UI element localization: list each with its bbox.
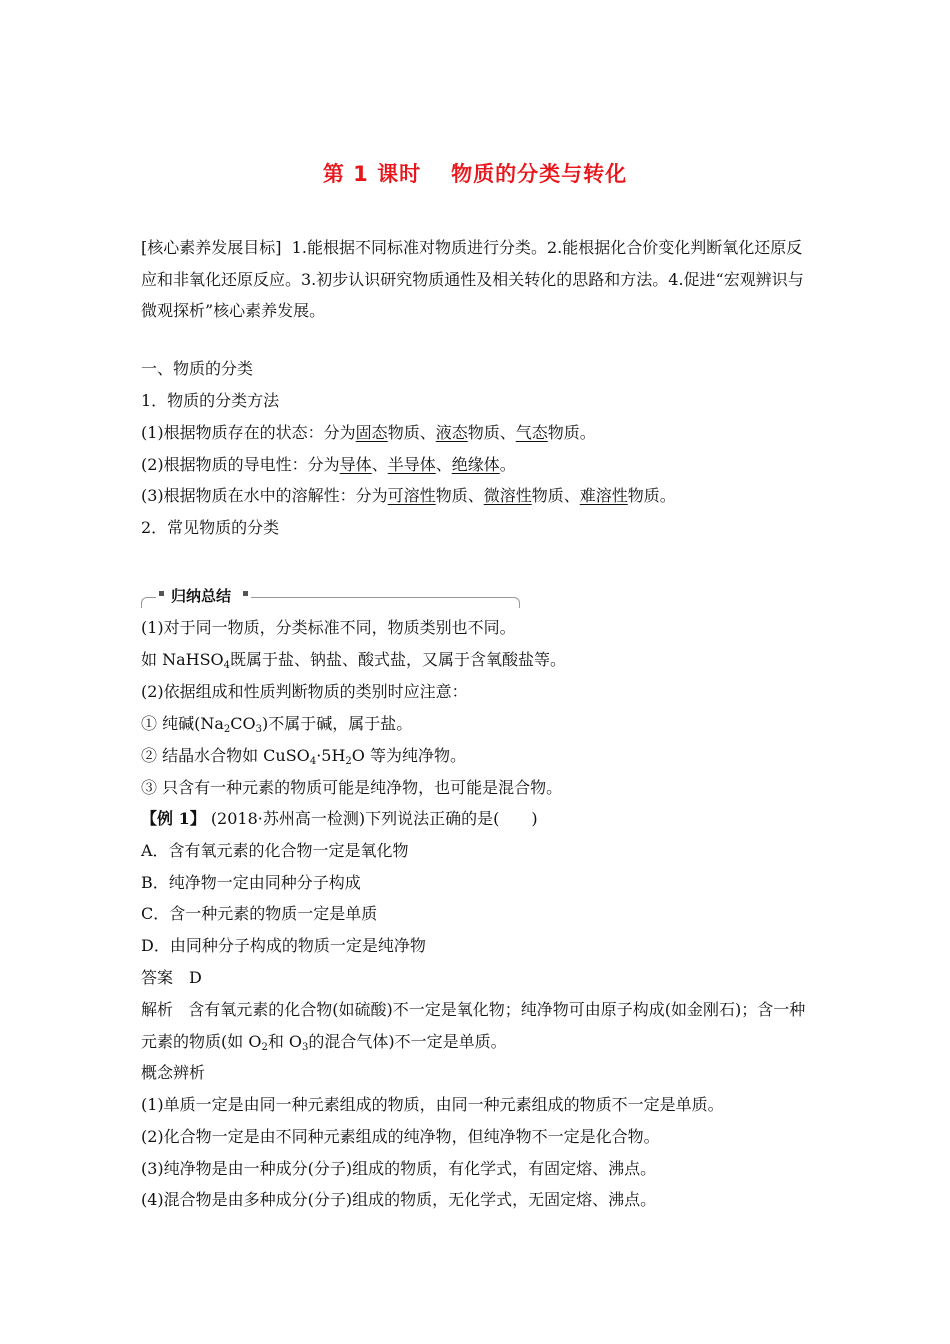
option-b: B．纯净物一定由同种分子构成 xyxy=(141,873,361,892)
example-question xyxy=(141,807,538,831)
summary-line: (1)对于同一物质，分类标准不同，物质类别也不同。 xyxy=(141,618,516,637)
lesson-title xyxy=(0,158,950,188)
analysis-label: 解析 xyxy=(141,1000,174,1019)
option-a: A．含有氧元素的化合物一定是氧化物 xyxy=(141,841,409,860)
classification-by-conductivity: (2)根据物质的导电性：分为导体、半导体、绝缘体。 xyxy=(141,455,516,474)
concept-item: (2)化合物一定是由不同种元素组成的纯净物，但纯净物不一定是化合物。 xyxy=(141,1127,660,1146)
answer-line: 答案 D xyxy=(141,968,202,987)
summary-label: 归纳总结 xyxy=(171,587,232,605)
core-goals-paragraph xyxy=(141,232,813,327)
banner-square-icon xyxy=(243,591,248,596)
section-heading: 一、物质的分类 xyxy=(141,359,254,378)
summary-line: ① 纯碱$(Na_2CO_3)$不属于碱，属于盐。 xyxy=(141,714,413,735)
subsection-heading: 2．常见物质的分类 xyxy=(141,518,280,537)
concept-heading: 概念辨析 xyxy=(141,1063,206,1082)
core-goals-label: [核心素养发展目标] xyxy=(141,238,282,257)
answer-blank: 可溶性 xyxy=(387,486,436,505)
concept-item: (1)单质一定是由同一种元素组成的物质，由同一种元素组成的物质不一定是单质。 xyxy=(141,1095,724,1114)
answer-blank: 微溶性 xyxy=(483,486,532,505)
answer-blank: 半导体 xyxy=(387,455,436,474)
example-label: 【例 1】 xyxy=(141,809,206,828)
analysis-paragraph: 解析 含有氧元素的化合物(如硫酸)不一定是氧化物；纯净物可由原子构成(如金刚石)；含一种元素的物质(如 $O_2$和 $O_3$的混合气体)不一定是单质。 xyxy=(141,1000,806,1053)
banner-square-icon xyxy=(159,591,164,596)
answer-blank: 导体 xyxy=(339,455,372,474)
summary-banner xyxy=(141,586,521,610)
summary-line: ② 结晶水合物如 $CuSO_4\cdot 5H_2O$ 等为纯净物。 xyxy=(141,746,466,767)
classification-by-state: (1)根据物质存在的状态：分为固态物质、液态物质、气态物质。 xyxy=(141,423,596,442)
banner-rule-right xyxy=(251,597,520,608)
example-question-text: (2018·苏州高一检测)下列说法正确的是( ) xyxy=(210,809,538,828)
answer-blank: 气态 xyxy=(515,423,548,442)
option-d: D．由同种分子构成的物质一定是纯净物 xyxy=(141,936,426,955)
summary-line: 如 NaHSO$_4$既属于盐、钠盐、酸式盐，又属于含氧酸盐等。 xyxy=(141,650,567,671)
classification-by-solubility: (3)根据物质在水中的溶解性：分为可溶性物质、微溶性物质、难溶性物质。 xyxy=(141,486,676,505)
summary-line: (2)依据组成和性质判断物质的类别时应注意： xyxy=(141,682,468,701)
subsection-heading: 1．物质的分类方法 xyxy=(141,391,280,410)
concept-item: (3)纯净物是由一种成分(分子)组成的物质，有化学式，有固定熔、沸点。 xyxy=(141,1159,657,1178)
lesson-number: 第 1 课时 xyxy=(322,162,422,186)
summary-line: ③ 只含有一种元素的物质可能是纯净物，也可能是混合物。 xyxy=(141,778,563,797)
answer-blank: 液态 xyxy=(435,423,468,442)
answer-blank: 固态 xyxy=(355,423,388,442)
lesson-name: 物质的分类与转化 xyxy=(451,162,628,186)
concept-item: (4)混合物是由多种成分(分子)组成的物质，无化学式，无固定熔、沸点。 xyxy=(141,1190,657,1209)
answer-blank: 绝缘体 xyxy=(451,455,500,474)
banner-rule-left xyxy=(141,597,156,608)
answer-blank: 难溶性 xyxy=(579,486,628,505)
option-c: C．含一种元素的物质一定是单质 xyxy=(141,904,378,923)
core-goals-text: 1.能根据不同标准对物质进行分类。2.能根据化合价变化判断氧化还原反应和非氧化还原反应。3.初步认识研究物质通性及相关转化的思路和方法。4.促进“宏观辨识与微观探析”核心素养发展。 xyxy=(141,238,804,320)
